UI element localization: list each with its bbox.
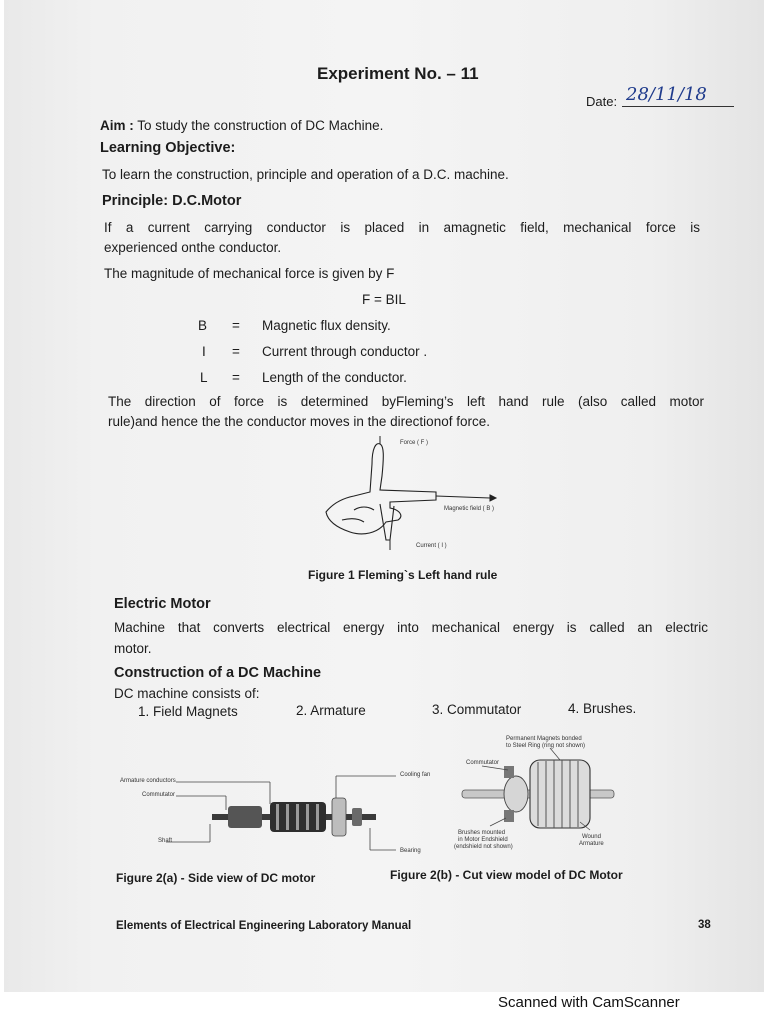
label-brushes-line2: in Motor Endshield <box>458 837 508 843</box>
def-b-equals: = <box>232 318 240 333</box>
aim-text: To study the construction of DC Machine. <box>137 118 384 133</box>
label-brushes-line3: (endshield not shown) <box>454 844 513 850</box>
label-commutator-b: Commutator <box>466 760 500 766</box>
scanner-watermark-bar <box>0 992 768 1024</box>
label-commutator-a: Commutator <box>142 792 176 798</box>
label-magnets-line2: to Steel Ring (ring not shown) <box>506 743 586 749</box>
list-item-commutator: 3. Commutator <box>432 702 522 717</box>
principle-para-line1: If a current carrying conductor is placed in amagnetic field, mechanical force is <box>104 220 700 235</box>
label-shaft: Shaft <box>158 838 173 844</box>
cooling-fan <box>332 798 346 836</box>
label-wound-line2: Armature <box>579 841 604 847</box>
def-i-desc: Current through conductor . <box>262 344 428 359</box>
list-item-brushes: 4. Brushes. <box>568 701 637 716</box>
list-item-field-magnets: 1. Field Magnets <box>138 704 238 719</box>
direction-line2: rule)and hence the the conductor moves in the directionof force. <box>108 414 490 429</box>
wound-armature <box>530 760 590 828</box>
learning-objective-text: To learn the construction, principle and operation of a D.C. machine. <box>102 167 509 182</box>
commutator-drum <box>228 806 262 828</box>
date-label: Date: <box>586 94 618 109</box>
aim-label: Aim : <box>100 118 134 133</box>
experiment-title: Experiment No. – 11 <box>317 64 479 83</box>
label-wound-line1: Wound <box>582 834 601 840</box>
list-item-armature: 2. Armature <box>296 703 366 718</box>
electric-motor-heading: Electric Motor <box>114 596 211 612</box>
formula: F = BIL <box>362 292 406 307</box>
page-number: 38 <box>698 919 711 931</box>
figure2a-caption: Figure 2(a) - Side view of DC motor <box>116 871 316 885</box>
def-l-symbol: L <box>200 370 208 385</box>
brush-top <box>504 766 514 778</box>
scanner-watermark: Scanned with CamScanner <box>498 994 680 1011</box>
fleming-left-hand-figure <box>320 436 510 560</box>
commutator-b <box>504 776 528 812</box>
direction-line1: The direction of force is determined byFleming’s left hand rule (also called motor <box>108 394 704 409</box>
def-b-symbol: B <box>198 318 208 333</box>
date-underline <box>622 106 734 107</box>
figure2b-caption: Figure 2(b) - Cut view model of DC Motor <box>390 868 623 882</box>
magnetic-field-label: Magnetic field ( B ) <box>444 506 495 512</box>
electric-motor-line2: motor. <box>114 641 152 656</box>
label-magnets-line1: Permanent Magnets bonded <box>506 736 582 742</box>
figure1-caption: Figure 1 Fleming`s Left hand rule <box>308 568 498 582</box>
electric-motor-line1: Machine that converts electrical energy into mechanical energy is called an electric <box>114 620 708 635</box>
footer-manual-title: Elements of Electrical Engineering Laboratory Manual <box>116 920 412 932</box>
construction-heading: Construction of a DC Machine <box>114 665 322 681</box>
principle-para-line2: experienced onthe conductor. <box>104 240 282 255</box>
def-i-symbol: I <box>202 344 206 359</box>
label-bearing: Bearing <box>400 848 421 854</box>
handwritten-date: 28/11/18 <box>626 84 707 105</box>
brush-bottom <box>504 810 514 822</box>
label-cooling-fan: Cooling fan <box>400 772 431 778</box>
def-i-equals: = <box>232 344 240 359</box>
force-label: Force ( F ) <box>400 440 428 446</box>
bearing <box>352 808 362 826</box>
principle-heading: Principle: D.C.Motor <box>102 193 242 209</box>
aim-line <box>100 118 383 133</box>
def-b-desc: Magnetic flux density. <box>262 318 391 333</box>
learning-objective-heading: Learning Objective: <box>100 140 236 156</box>
def-l-desc: Length of the conductor. <box>262 370 407 385</box>
document-page <box>4 0 764 992</box>
construction-intro: DC machine consists of: <box>114 686 260 701</box>
label-armature-conductors: Armature conductors <box>120 778 176 784</box>
label-brushes-line1: Brushes mounted <box>458 830 506 836</box>
def-l-equals: = <box>232 370 240 385</box>
current-label: Current ( I ) <box>416 543 447 549</box>
magnitude-text: The magnitude of mechanical force is given by F <box>104 266 395 281</box>
